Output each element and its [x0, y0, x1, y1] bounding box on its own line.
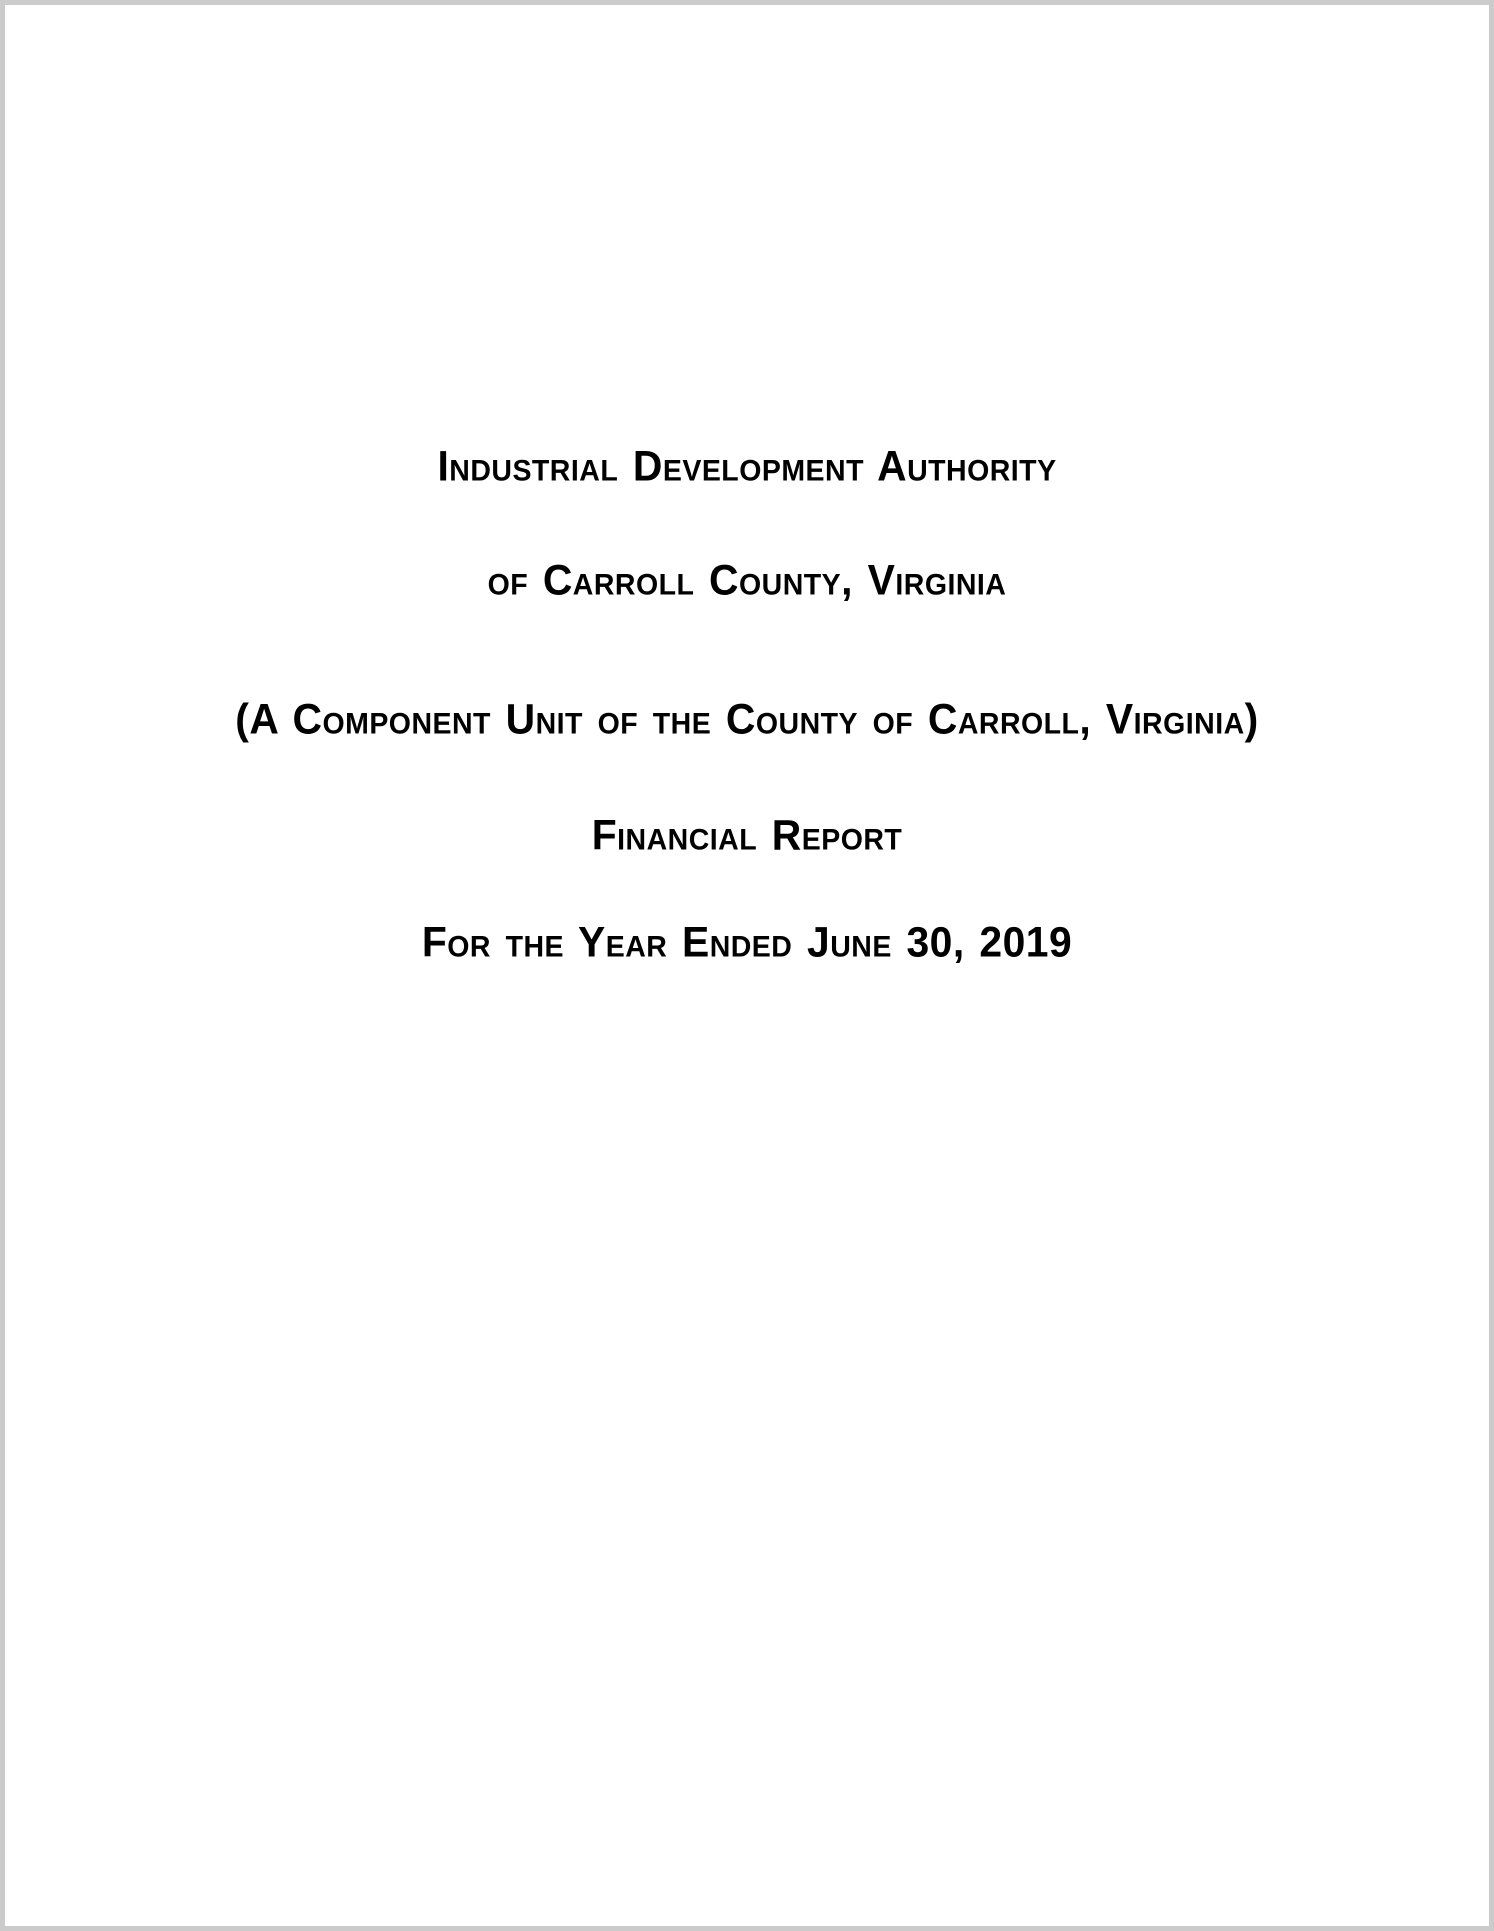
cover-title-organization-location: of Carroll County, Virginia: [487, 556, 1007, 605]
cover-subtitle-component-unit: (A Component Unit of the County of Carroll, Virginia): [235, 695, 1259, 744]
cover-title-report-type: Financial Report: [591, 811, 903, 860]
cover-title-organization: Industrial Development Authority: [437, 442, 1057, 491]
cover-title-period: For the Year Ended June 30, 2019: [421, 918, 1073, 967]
